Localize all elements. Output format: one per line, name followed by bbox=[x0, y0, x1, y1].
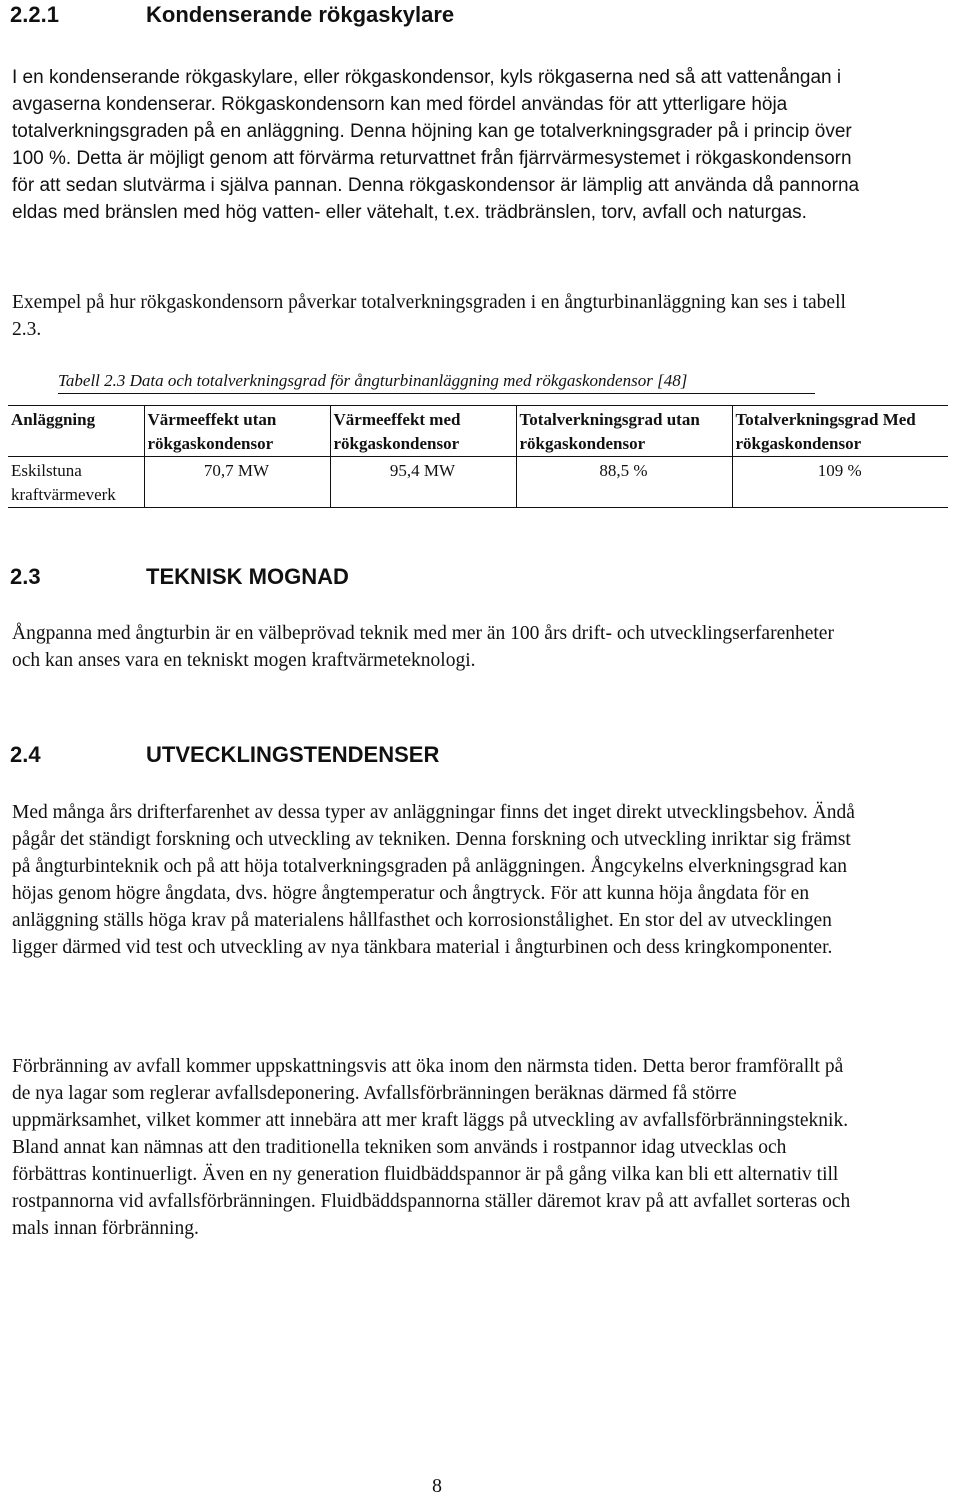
section-heading-2-4 bbox=[10, 741, 439, 769]
section-title: UTVECKLINGSTENDENSER bbox=[146, 742, 440, 767]
table-header-cell: Anläggning bbox=[8, 406, 144, 457]
table-header-cell: Värmeeffekt utan rökgaskondensor bbox=[144, 406, 330, 457]
table-cell: 88,5 % bbox=[516, 457, 732, 508]
paragraph: Exempel på hur rökgaskondensorn påverkar totalverkningsgraden i en ångturbinanläggning kan ses i tabell 2.3. bbox=[12, 292, 846, 340]
paragraph: Med många års drifterfarenhet av dessa typer av anläggningar finns det inget direkt utvecklingsbehov. Ändå pågår det ständigt forskning och utveckling av tekniken. Denna forskning och utveckling inriktar sig främst på ångturbinteknik och på att höja totalverkningsgraden på anläggningen. Ångcykelns elverkningsgrad kan höjas genom högre ångdata, dvs. högre ångtemperatur och ångtryck. För att kunna höja ångdata för en anläggning ställs höga krav på materialens hållfasthet och korrosionstålighet. En stor del av utvecklingen ligger därmed vid test och utveckling av nya tänkbara material i ångturbinen och dess kringkomponenter. bbox=[12, 802, 855, 958]
table-cell: Eskilstuna kraftvärmeverk bbox=[8, 457, 144, 508]
table-header-cell: Totalverkningsgrad utan rökgaskondensor bbox=[516, 406, 732, 457]
table-header-cell: Värmeeffekt med rökgaskondensor bbox=[330, 406, 516, 457]
table-cell: 70,7 MW bbox=[144, 457, 330, 508]
data-table bbox=[8, 405, 948, 508]
section-number: 2.2.1 bbox=[10, 2, 59, 27]
table-cell: 109 % bbox=[732, 457, 948, 508]
section-title: TEKNISK MOGNAD bbox=[146, 564, 349, 589]
section-number: 2.4 bbox=[10, 742, 41, 767]
caption-underline bbox=[58, 393, 815, 394]
section-heading-2-3 bbox=[10, 563, 349, 591]
table-header-row bbox=[8, 406, 948, 457]
section-heading-2-2-1 bbox=[10, 1, 454, 29]
table-row bbox=[8, 457, 948, 508]
section-number: 2.3 bbox=[10, 564, 41, 589]
section-title: Kondenserande rökgaskylare bbox=[146, 2, 455, 27]
table-caption: Tabell 2.3 Data och totalverkningsgrad för ångturbinanläggning med rökgaskondensor [48] bbox=[58, 371, 688, 390]
table-header-cell: Totalverkningsgrad Med rökgaskondensor bbox=[732, 406, 948, 457]
paragraph: Ångpanna med ångturbin är en välbeprövad teknik med mer än 100 års drift- och utvecklingserfarenheter och kan anses vara en tekniskt mogen kraftvärmeteknologi. bbox=[12, 623, 834, 671]
page-number: 8 bbox=[432, 1475, 442, 1497]
paragraph: I en kondenserande rökgaskylare, eller rökgaskondensor, kyls rökgaserna ned så att vattenångan i avgaserna kondenserar. Rökgaskondensorn kan med fördel användas för att ytterligare höja totalverkningsgraden på en anläggning. Denna höjning kan ge totalverkningsgrader på i princip över 100 %. Detta är möjligt genom att förvärma returvattnet från fjärrvärmesystemet i rökgaskondensorn för att sedan slutvärma i själva pannan. Denna rökgaskondensor är lämplig att använda då pannorna eldas med bränslen med hög vatten- eller vätehalt, t.ex. trädbränslen, torv, avfall och naturgas. bbox=[12, 67, 860, 223]
paragraph: Förbränning av avfall kommer uppskattningsvis att öka inom den närmsta tiden. Detta beror framförallt på de nya lagar som reglerar avfallsdeponering. Avfallsförbränningen beräknas därmed få större uppmärksamhet, vilket kommer att innebära att mer kraft läggs på utveckling av avfallsförbränningsteknik. Bland annat kan nämnas att den traditionella tekniken som används i rostpannor idag utvecklas och förbättras kontinuerligt. Även en ny generation fluidbäddspannor är på gång vilka kan bli ett alternativ till rostpannorna vid avfallsförbränningen. Fluidbäddspannorna ställer däremot krav på att avfallet sorteras och mals innan förbränning. bbox=[12, 1056, 851, 1239]
table-cell: 95,4 MW bbox=[330, 457, 516, 508]
